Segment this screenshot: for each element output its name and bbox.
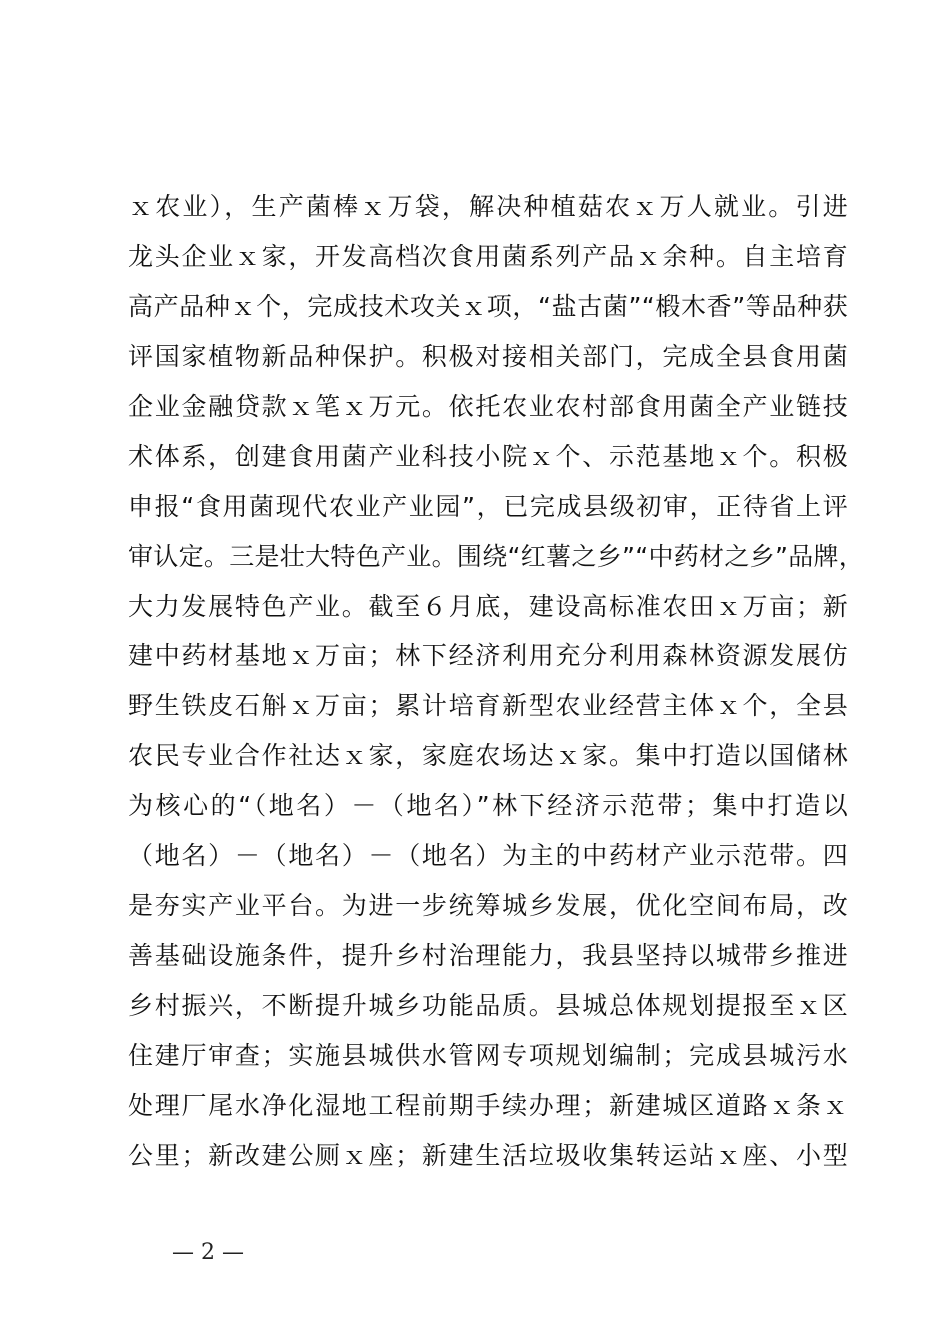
text-line: 申报“食用菌现代农业产业园”，已完成县级初审，正待省上评 bbox=[128, 491, 848, 521]
text-line: 农民专业合作社达ｘ家，家庭农场达ｘ家。集中打造以国储林 bbox=[128, 741, 848, 771]
text-line: 龙头企业ｘ家，开发高档次食用菌系列产品ｘ余种。自主培育 bbox=[128, 241, 848, 271]
text-line: 评国家植物新品种保护。积极对接相关部门，完成全县食用菌 bbox=[128, 341, 848, 371]
text-line: 高产品种ｘ个，完成技术攻关ｘ项，“盐古菌”“椴木香”等品种获 bbox=[128, 291, 848, 321]
text-line: 公里；新改建公厕ｘ座；新建生活垃圾收集转运站ｘ座、小型 bbox=[128, 1140, 848, 1170]
text-line: 善基础设施条件，提升乡村治理能力，我县坚持以城带乡推进 bbox=[128, 941, 848, 971]
text-line: 建中药材基地ｘ万亩；林下经济利用充分利用森林资源发展仿 bbox=[128, 641, 848, 671]
text-line: 为核心的“（地名）－（地名）”林下经济示范带；集中打造以 bbox=[128, 791, 848, 821]
text-line: 乡村振兴，不断提升城乡功能品质。县城总体规划提报至ｘ区 bbox=[128, 991, 848, 1020]
text-line: 术体系，创建食用菌产业科技小院ｘ个、示范基地ｘ个。积极 bbox=[128, 441, 848, 471]
text-line: 审认定。三是壮大特色产业。围绕“红薯之乡”“中药材之乡”品牌， bbox=[128, 541, 865, 571]
text-line: 住建厅审查；实施县城供水管网专项规划编制；完成县城污水 bbox=[128, 1040, 848, 1070]
text-line: 是夯实产业平台。为进一步统筹城乡发展，优化空间布局，改 bbox=[128, 891, 848, 921]
text-line: 处理厂尾水净化湿地工程前期手续办理；新建城区道路ｘ条ｘ bbox=[128, 1090, 848, 1120]
text-line: 大力发展特色产业。截至６月底，建设高标准农田ｘ万亩；新 bbox=[128, 591, 848, 621]
body-paragraph bbox=[128, 182, 865, 1181]
text-line: ｘ农业），生产菌棒ｘ万袋，解决种植菇农ｘ万人就业。引进 bbox=[128, 192, 848, 221]
text-line: （地名）－（地名）－（地名）为主的中药材产业示范带。四 bbox=[128, 841, 848, 871]
text-line: 企业金融贷款ｘ笔ｘ万元。依托农业农村部食用菌全产业链技 bbox=[128, 391, 848, 421]
page-number: — 2 — bbox=[172, 1240, 244, 1265]
text-line: 野生铁皮石斛ｘ万亩；累计培育新型农业经营主体ｘ个，全县 bbox=[128, 691, 848, 721]
